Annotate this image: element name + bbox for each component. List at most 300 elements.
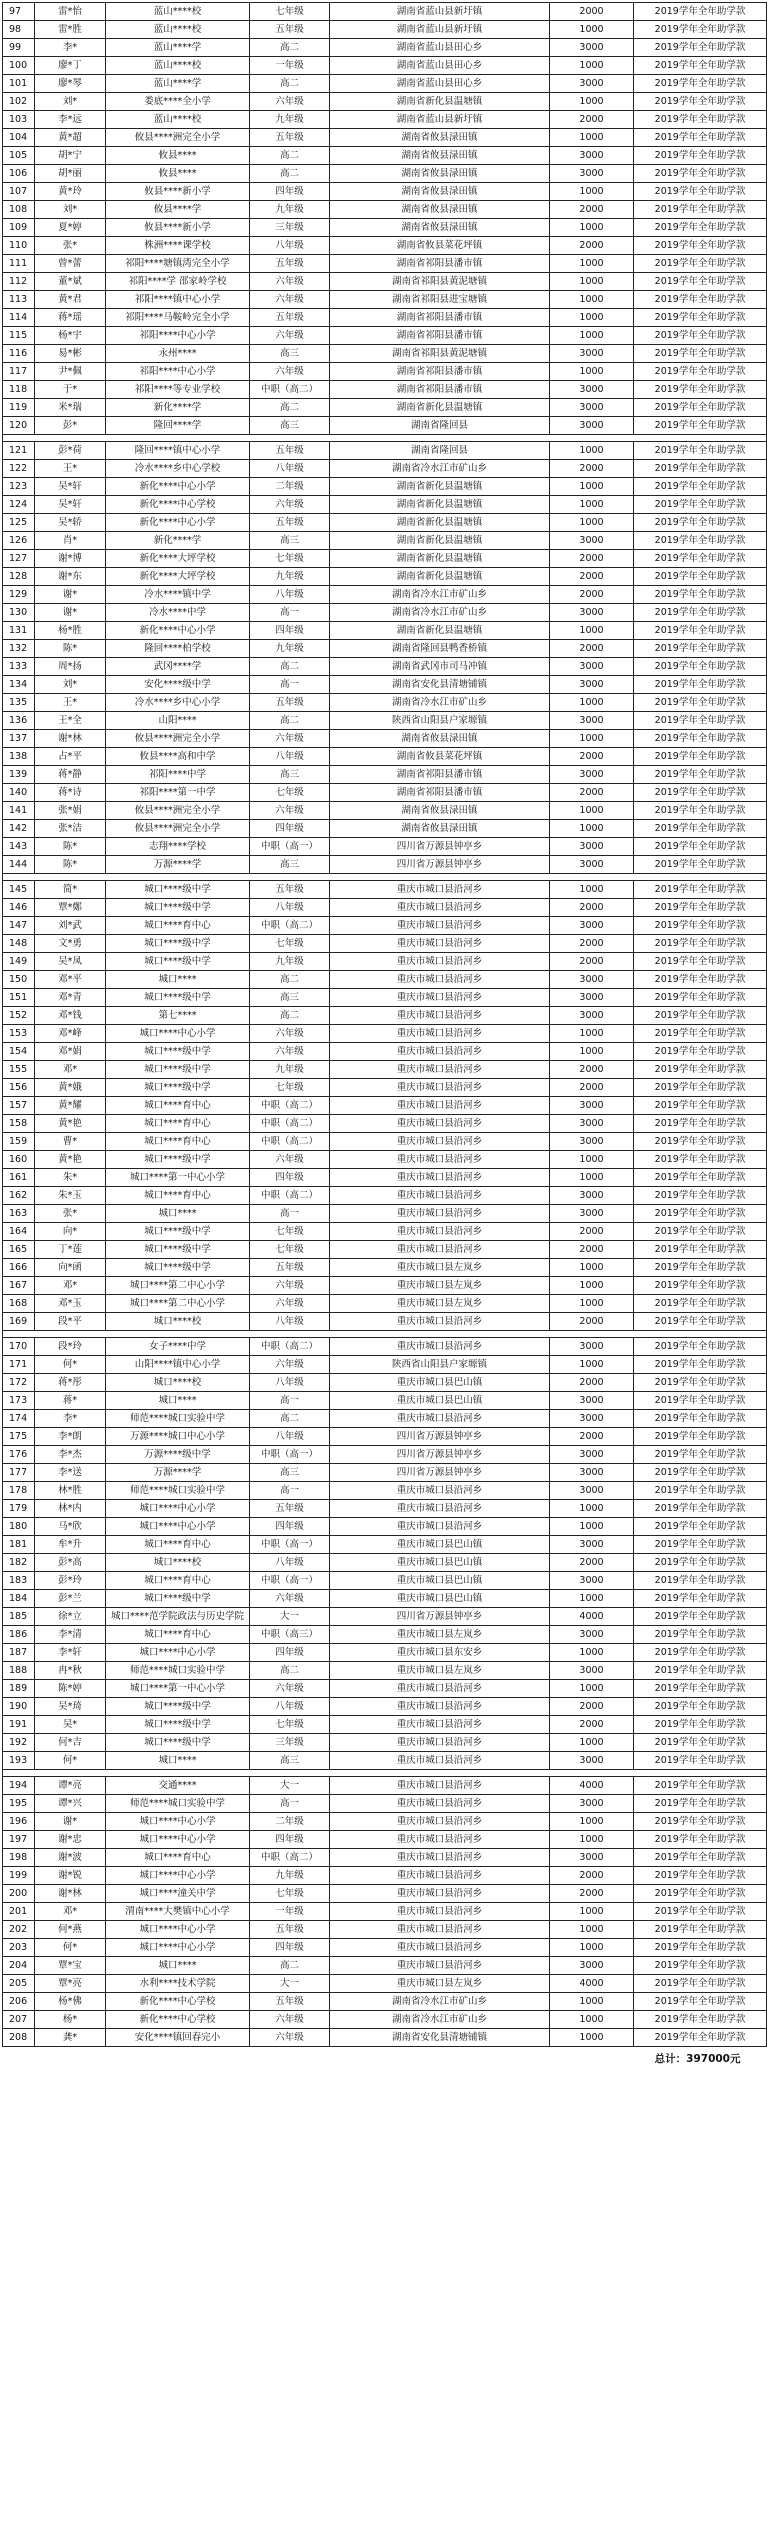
row-number-cell: 160 (3, 1151, 35, 1169)
table-row (3, 1903, 767, 1921)
student-name-cell: 杨*胜 (35, 622, 106, 640)
grade-level-cell: 四年级 (250, 1939, 330, 1957)
table-row (3, 676, 767, 694)
row-number-cell: 178 (3, 1482, 35, 1500)
row-number-cell: 98 (3, 21, 35, 39)
row-number-cell: 176 (3, 1446, 35, 1464)
grade-level-cell: 二年级 (250, 478, 330, 496)
aid-amount-cell: 1000 (550, 309, 634, 327)
row-number-cell: 158 (3, 1115, 35, 1133)
home-address-cell: 重庆市城口县沿河乡 (330, 1716, 550, 1734)
home-address-cell: 重庆市城口县沿河乡 (330, 1867, 550, 1885)
school-name-cell: 万源****级中学 (106, 1446, 250, 1464)
row-number-cell: 119 (3, 399, 35, 417)
row-number-cell: 131 (3, 622, 35, 640)
row-number-cell: 145 (3, 881, 35, 899)
aid-amount-cell: 3000 (550, 766, 634, 784)
student-name-cell: 彭*玲 (35, 1572, 106, 1590)
table-row (3, 3, 767, 21)
aid-period-cell: 2019学年全年助学款 (634, 622, 767, 640)
student-name-cell: 谢* (35, 604, 106, 622)
grade-level-cell: 四年级 (250, 183, 330, 201)
table-row (3, 766, 767, 784)
aid-amount-cell: 1000 (550, 1813, 634, 1831)
table-row (3, 532, 767, 550)
student-name-cell: 易*彬 (35, 345, 106, 363)
aid-amount-cell: 3000 (550, 1957, 634, 1975)
aid-period-cell: 2019学年全年助学款 (634, 327, 767, 345)
aid-period-cell: 2019学年全年助学款 (634, 766, 767, 784)
school-name-cell: 城口****中心小学 (106, 1831, 250, 1849)
row-number-cell: 167 (3, 1277, 35, 1295)
aid-period-cell: 2019学年全年助学款 (634, 165, 767, 183)
home-address-cell: 湖南省攸县菜花坪镇 (330, 748, 550, 766)
aid-amount-cell: 1000 (550, 1169, 634, 1187)
aid-period-cell: 2019学年全年助学款 (634, 586, 767, 604)
table-row (3, 1151, 767, 1169)
aid-amount-cell: 1000 (550, 363, 634, 381)
aid-amount-cell: 3000 (550, 1338, 634, 1356)
row-number-cell: 205 (3, 1975, 35, 1993)
grade-level-cell: 四年级 (250, 622, 330, 640)
aid-amount-cell: 1000 (550, 57, 634, 75)
grade-level-cell: 五年级 (250, 1993, 330, 2011)
table-row (3, 381, 767, 399)
home-address-cell: 四川省万源县钟亭乡 (330, 1608, 550, 1626)
school-name-cell: 城口****育中心 (106, 1849, 250, 1867)
home-address-cell: 重庆市城口县沿河乡 (330, 1043, 550, 1061)
table-row (3, 129, 767, 147)
student-name-cell: 刘* (35, 93, 106, 111)
aid-amount-cell: 1000 (550, 1680, 634, 1698)
aid-amount-cell: 3000 (550, 1849, 634, 1867)
table-row (3, 838, 767, 856)
home-address-cell: 湖南省祁阳县潘市镇 (330, 381, 550, 399)
row-number-cell: 161 (3, 1169, 35, 1187)
student-name-cell: 谢*林 (35, 1885, 106, 1903)
row-number-cell: 102 (3, 93, 35, 111)
row-number-cell: 143 (3, 838, 35, 856)
aid-period-cell: 2019学年全年助学款 (634, 1975, 767, 1993)
table-row (3, 111, 767, 129)
grade-level-cell: 六年级 (250, 327, 330, 345)
student-name-cell: 胡*丽 (35, 165, 106, 183)
school-name-cell: 城口****校 (106, 1554, 250, 1572)
aid-period-cell: 2019学年全年助学款 (634, 1554, 767, 1572)
student-name-cell: 邓* (35, 1903, 106, 1921)
grade-level-cell: 五年级 (250, 21, 330, 39)
student-name-cell: 胡*宁 (35, 147, 106, 165)
school-name-cell: 蓝山****校 (106, 111, 250, 129)
aid-period-cell: 2019学年全年助学款 (634, 1446, 767, 1464)
home-address-cell: 四川省万源县钟亭乡 (330, 1428, 550, 1446)
home-address-cell: 重庆市城口县沿河乡 (330, 1482, 550, 1500)
aid-amount-cell: 3000 (550, 1662, 634, 1680)
home-address-cell: 重庆市城口县沿河乡 (330, 1025, 550, 1043)
student-name-cell: 王* (35, 694, 106, 712)
table-row (3, 75, 767, 93)
table-row (3, 1572, 767, 1590)
row-number-cell: 99 (3, 39, 35, 57)
grade-level-cell: 五年级 (250, 255, 330, 273)
row-number-cell: 117 (3, 363, 35, 381)
row-number-cell: 184 (3, 1590, 35, 1608)
home-address-cell: 陕西省山阳县户家塬镇 (330, 1356, 550, 1374)
table-row (3, 1644, 767, 1662)
table-row (3, 694, 767, 712)
school-name-cell: 城口****级中学 (106, 1151, 250, 1169)
aid-amount-cell: 1000 (550, 1993, 634, 2011)
aid-amount-cell: 1000 (550, 2029, 634, 2047)
table-row (3, 712, 767, 730)
home-address-cell: 湖南省安化县清塘铺镇 (330, 676, 550, 694)
student-name-cell: 段*平 (35, 1313, 106, 1331)
grade-level-cell: 高二 (250, 399, 330, 417)
aid-amount-cell: 2000 (550, 1313, 634, 1331)
home-address-cell: 重庆市城口县沿河乡 (330, 1885, 550, 1903)
aid-amount-cell: 3000 (550, 971, 634, 989)
table-row (3, 989, 767, 1007)
table-row (3, 417, 767, 435)
student-name-cell: 何*吉 (35, 1734, 106, 1752)
grade-level-cell: 四年级 (250, 1169, 330, 1187)
student-name-cell: 李* (35, 39, 106, 57)
aid-period-cell: 2019学年全年助学款 (634, 2029, 767, 2047)
school-name-cell: 城口****第一中心小学 (106, 1680, 250, 1698)
aid-amount-cell: 1000 (550, 1590, 634, 1608)
table-row (3, 2011, 767, 2029)
row-number-cell: 122 (3, 460, 35, 478)
grade-level-cell: 高一 (250, 1392, 330, 1410)
home-address-cell: 湖南省蓝山县新圩镇 (330, 21, 550, 39)
table-row (3, 1169, 767, 1187)
grade-level-cell: 六年级 (250, 1590, 330, 1608)
table-row (3, 1885, 767, 1903)
grade-level-cell: 中职（高二） (250, 1115, 330, 1133)
aid-amount-cell: 3000 (550, 147, 634, 165)
row-number-cell: 149 (3, 953, 35, 971)
grade-level-cell: 高三 (250, 345, 330, 363)
home-address-cell: 重庆市城口县沿河乡 (330, 1115, 550, 1133)
student-name-cell: 邓*钱 (35, 1007, 106, 1025)
table-row (3, 1849, 767, 1867)
aid-amount-cell: 3000 (550, 1482, 634, 1500)
student-name-cell: 廖*丁 (35, 57, 106, 75)
grade-level-cell: 五年级 (250, 1500, 330, 1518)
home-address-cell: 重庆市城口县巴山镇 (330, 1554, 550, 1572)
aid-amount-cell: 2000 (550, 899, 634, 917)
school-name-cell: 冷水****镇中学 (106, 586, 250, 604)
aid-period-cell: 2019学年全年助学款 (634, 1097, 767, 1115)
aid-amount-cell: 1000 (550, 1903, 634, 1921)
student-name-cell: 何* (35, 1356, 106, 1374)
grade-level-cell: 九年级 (250, 111, 330, 129)
school-name-cell: 城口****级中学 (106, 1734, 250, 1752)
row-number-cell: 154 (3, 1043, 35, 1061)
aid-amount-cell: 2000 (550, 568, 634, 586)
table-row (3, 1921, 767, 1939)
table-row (3, 327, 767, 345)
grade-level-cell: 七年级 (250, 3, 330, 21)
student-name-cell: 覃*宝 (35, 1957, 106, 1975)
grade-level-cell: 六年级 (250, 1277, 330, 1295)
aid-amount-cell: 2000 (550, 640, 634, 658)
table-row (3, 1374, 767, 1392)
grade-level-cell: 九年级 (250, 201, 330, 219)
aid-amount-cell: 1000 (550, 1043, 634, 1061)
school-name-cell: 师范****城口实验中学 (106, 1482, 250, 1500)
school-name-cell: 新化****中心学校 (106, 1993, 250, 2011)
school-name-cell: 城口****级中学 (106, 953, 250, 971)
aid-period-cell: 2019学年全年助学款 (634, 1831, 767, 1849)
grade-level-cell: 高二 (250, 658, 330, 676)
aid-amount-cell: 3000 (550, 712, 634, 730)
table-row (3, 183, 767, 201)
grade-level-cell: 六年级 (250, 291, 330, 309)
grade-level-cell: 一年级 (250, 1903, 330, 1921)
grade-level-cell: 高三 (250, 766, 330, 784)
student-name-cell: 向*函 (35, 1259, 106, 1277)
row-number-cell: 113 (3, 291, 35, 309)
table-row (3, 935, 767, 953)
table-row (3, 1975, 767, 1993)
school-name-cell: 新化****中心小学 (106, 478, 250, 496)
grade-level-cell: 高三 (250, 989, 330, 1007)
aid-period-cell: 2019学年全年助学款 (634, 694, 767, 712)
aid-period-cell: 2019学年全年助学款 (634, 748, 767, 766)
grade-level-cell: 高二 (250, 75, 330, 93)
aid-period-cell: 2019学年全年助学款 (634, 881, 767, 899)
school-name-cell: 蓝山****学 (106, 75, 250, 93)
table-row (3, 917, 767, 935)
grade-level-cell: 高三 (250, 1752, 330, 1770)
school-name-cell: 攸县****洲完全小学 (106, 129, 250, 147)
aid-period-cell: 2019学年全年助学款 (634, 1500, 767, 1518)
home-address-cell: 重庆市城口县沿河乡 (330, 1151, 550, 1169)
aid-period-cell: 2019学年全年助学款 (634, 730, 767, 748)
aid-period-cell: 2019学年全年助学款 (634, 514, 767, 532)
grade-level-cell: 高一 (250, 676, 330, 694)
table-row (3, 953, 767, 971)
row-number-cell: 155 (3, 1061, 35, 1079)
school-name-cell: 城口****中心小学 (106, 1500, 250, 1518)
row-number-cell: 203 (3, 1939, 35, 1957)
student-name-cell: 邓*娟 (35, 1043, 106, 1061)
aid-amount-cell: 1000 (550, 183, 634, 201)
row-number-cell: 175 (3, 1428, 35, 1446)
aid-amount-cell: 3000 (550, 345, 634, 363)
student-name-cell: 彭*荷 (35, 442, 106, 460)
aid-amount-cell: 1000 (550, 327, 634, 345)
school-name-cell: 志翔****学校 (106, 838, 250, 856)
row-number-cell: 151 (3, 989, 35, 1007)
home-address-cell: 重庆市城口县巴山镇 (330, 1590, 550, 1608)
table-row (3, 1079, 767, 1097)
school-name-cell: 城口****级中学 (106, 881, 250, 899)
table-row (3, 1680, 767, 1698)
school-name-cell: 女子****中学 (106, 1338, 250, 1356)
aid-period-cell: 2019学年全年助学款 (634, 856, 767, 874)
table-row (3, 1867, 767, 1885)
grade-level-cell: 中职（高二） (250, 381, 330, 399)
aid-amount-cell: 2000 (550, 1885, 634, 1903)
aid-period-cell: 2019学年全年助学款 (634, 1921, 767, 1939)
table-row (3, 1626, 767, 1644)
row-number-cell: 146 (3, 899, 35, 917)
aid-amount-cell: 2000 (550, 953, 634, 971)
home-address-cell: 重庆市城口县沿河乡 (330, 1957, 550, 1975)
row-number-cell: 153 (3, 1025, 35, 1043)
student-name-cell: 李*送 (35, 1464, 106, 1482)
home-address-cell: 四川省万源县钟亭乡 (330, 856, 550, 874)
table-row (3, 1698, 767, 1716)
grade-level-cell: 高一 (250, 1795, 330, 1813)
table-row (3, 39, 767, 57)
school-name-cell: 攸县****高和中学 (106, 748, 250, 766)
aid-period-cell: 2019学年全年助学款 (634, 460, 767, 478)
home-address-cell: 重庆市城口县沿河乡 (330, 1921, 550, 1939)
school-name-cell: 万源****学 (106, 1464, 250, 1482)
row-number-cell: 139 (3, 766, 35, 784)
section-gap (3, 1770, 767, 1777)
row-number-cell: 121 (3, 442, 35, 460)
school-name-cell: 万源****学 (106, 856, 250, 874)
aid-amount-cell: 3000 (550, 1392, 634, 1410)
school-name-cell: 城口****育中心 (106, 917, 250, 935)
table-row (3, 442, 767, 460)
table-row (3, 971, 767, 989)
table-row (3, 1500, 767, 1518)
aid-period-cell: 2019学年全年助学款 (634, 1151, 767, 1169)
student-name-cell: 蒋* (35, 1392, 106, 1410)
aid-amount-cell: 4000 (550, 1608, 634, 1626)
school-name-cell: 城口****级中学 (106, 1079, 250, 1097)
aid-amount-cell: 3000 (550, 1187, 634, 1205)
aid-amount-cell: 3000 (550, 75, 634, 93)
student-name-cell: 谢*波 (35, 1849, 106, 1867)
row-number-cell: 185 (3, 1608, 35, 1626)
aid-period-cell: 2019学年全年助学款 (634, 1662, 767, 1680)
row-number-cell: 134 (3, 676, 35, 694)
aid-period-cell: 2019学年全年助学款 (634, 658, 767, 676)
aid-period-cell: 2019学年全年助学款 (634, 93, 767, 111)
section-gap-cell (3, 1770, 767, 1777)
aid-period-cell: 2019学年全年助学款 (634, 1903, 767, 1921)
grade-level-cell: 大一 (250, 1975, 330, 1993)
aid-amount-cell: 3000 (550, 1626, 634, 1644)
row-number-cell: 181 (3, 1536, 35, 1554)
aid-period-cell: 2019学年全年助学款 (634, 147, 767, 165)
home-address-cell: 重庆市城口县左岚乡 (330, 1662, 550, 1680)
grade-level-cell: 高二 (250, 1007, 330, 1025)
school-name-cell: 株洲****课学校 (106, 237, 250, 255)
school-name-cell: 城口****育中心 (106, 1572, 250, 1590)
row-number-cell: 152 (3, 1007, 35, 1025)
aid-amount-cell: 1000 (550, 514, 634, 532)
aid-amount-cell: 3000 (550, 1795, 634, 1813)
aid-period-cell: 2019学年全年助学款 (634, 1795, 767, 1813)
student-name-cell: 谢*林 (35, 730, 106, 748)
aid-period-cell: 2019学年全年助学款 (634, 442, 767, 460)
row-number-cell: 150 (3, 971, 35, 989)
home-address-cell: 重庆市城口县沿河乡 (330, 1061, 550, 1079)
school-name-cell: 安化****镇回春完小 (106, 2029, 250, 2047)
aid-amount-cell: 1000 (550, 219, 634, 237)
student-name-cell: 王*全 (35, 712, 106, 730)
row-number-cell: 137 (3, 730, 35, 748)
school-name-cell: 城口****第一中心小学 (106, 1169, 250, 1187)
home-address-cell: 重庆市城口县沿河乡 (330, 953, 550, 971)
row-number-cell: 112 (3, 273, 35, 291)
student-name-cell: 林*胜 (35, 1482, 106, 1500)
student-name-cell: 米*瑞 (35, 399, 106, 417)
donation-table-body (3, 3, 767, 2047)
table-row (3, 1716, 767, 1734)
grade-level-cell: 中职（高二） (250, 1187, 330, 1205)
aid-amount-cell: 4000 (550, 1777, 634, 1795)
row-number-cell: 190 (3, 1698, 35, 1716)
aid-amount-cell: 3000 (550, 917, 634, 935)
aid-amount-cell: 1000 (550, 802, 634, 820)
aid-amount-cell: 3000 (550, 39, 634, 57)
grade-level-cell: 八年级 (250, 1698, 330, 1716)
row-number-cell: 182 (3, 1554, 35, 1572)
school-name-cell: 水利****技术学院 (106, 1975, 250, 1993)
table-row (3, 1295, 767, 1313)
table-row (3, 1115, 767, 1133)
student-name-cell: 李* (35, 1410, 106, 1428)
student-name-cell: 张*娟 (35, 802, 106, 820)
grade-level-cell: 五年级 (250, 442, 330, 460)
row-number-cell: 192 (3, 1734, 35, 1752)
student-name-cell: 彭* (35, 417, 106, 435)
aid-period-cell: 2019学年全年助学款 (634, 1313, 767, 1331)
aid-period-cell: 2019学年全年助学款 (634, 802, 767, 820)
aid-amount-cell: 1000 (550, 1277, 634, 1295)
row-number-cell: 135 (3, 694, 35, 712)
grade-level-cell: 中职（高二） (250, 1133, 330, 1151)
aid-period-cell: 2019学年全年助学款 (634, 21, 767, 39)
total-amount: 总计：397000元 (654, 2053, 741, 2065)
table-row (3, 622, 767, 640)
home-address-cell: 重庆市城口县沿河乡 (330, 881, 550, 899)
row-number-cell: 128 (3, 568, 35, 586)
aid-period-cell: 2019学年全年助学款 (634, 39, 767, 57)
student-name-cell: 邓* (35, 1061, 106, 1079)
table-row (3, 1464, 767, 1482)
student-name-cell: 谢* (35, 586, 106, 604)
aid-amount-cell: 3000 (550, 676, 634, 694)
aid-amount-cell: 1000 (550, 129, 634, 147)
aid-amount-cell: 2000 (550, 1374, 634, 1392)
home-address-cell: 重庆市城口县沿河乡 (330, 1500, 550, 1518)
school-name-cell: 城口****中心小学 (106, 1644, 250, 1662)
aid-period-cell: 2019学年全年助学款 (634, 1734, 767, 1752)
student-name-cell: 雷*胜 (35, 21, 106, 39)
aid-period-cell: 2019学年全年助学款 (634, 1536, 767, 1554)
grade-level-cell: 六年级 (250, 363, 330, 381)
aid-period-cell: 2019学年全年助学款 (634, 953, 767, 971)
school-name-cell: 师范****城口实验中学 (106, 1410, 250, 1428)
aid-period-cell: 2019学年全年助学款 (634, 417, 767, 435)
grade-level-cell: 四年级 (250, 1644, 330, 1662)
aid-amount-cell: 3000 (550, 1097, 634, 1115)
grade-level-cell: 八年级 (250, 460, 330, 478)
aid-amount-cell: 1000 (550, 1644, 634, 1662)
aid-amount-cell: 1000 (550, 881, 634, 899)
aid-period-cell: 2019学年全年助学款 (634, 381, 767, 399)
grade-level-cell: 八年级 (250, 1554, 330, 1572)
